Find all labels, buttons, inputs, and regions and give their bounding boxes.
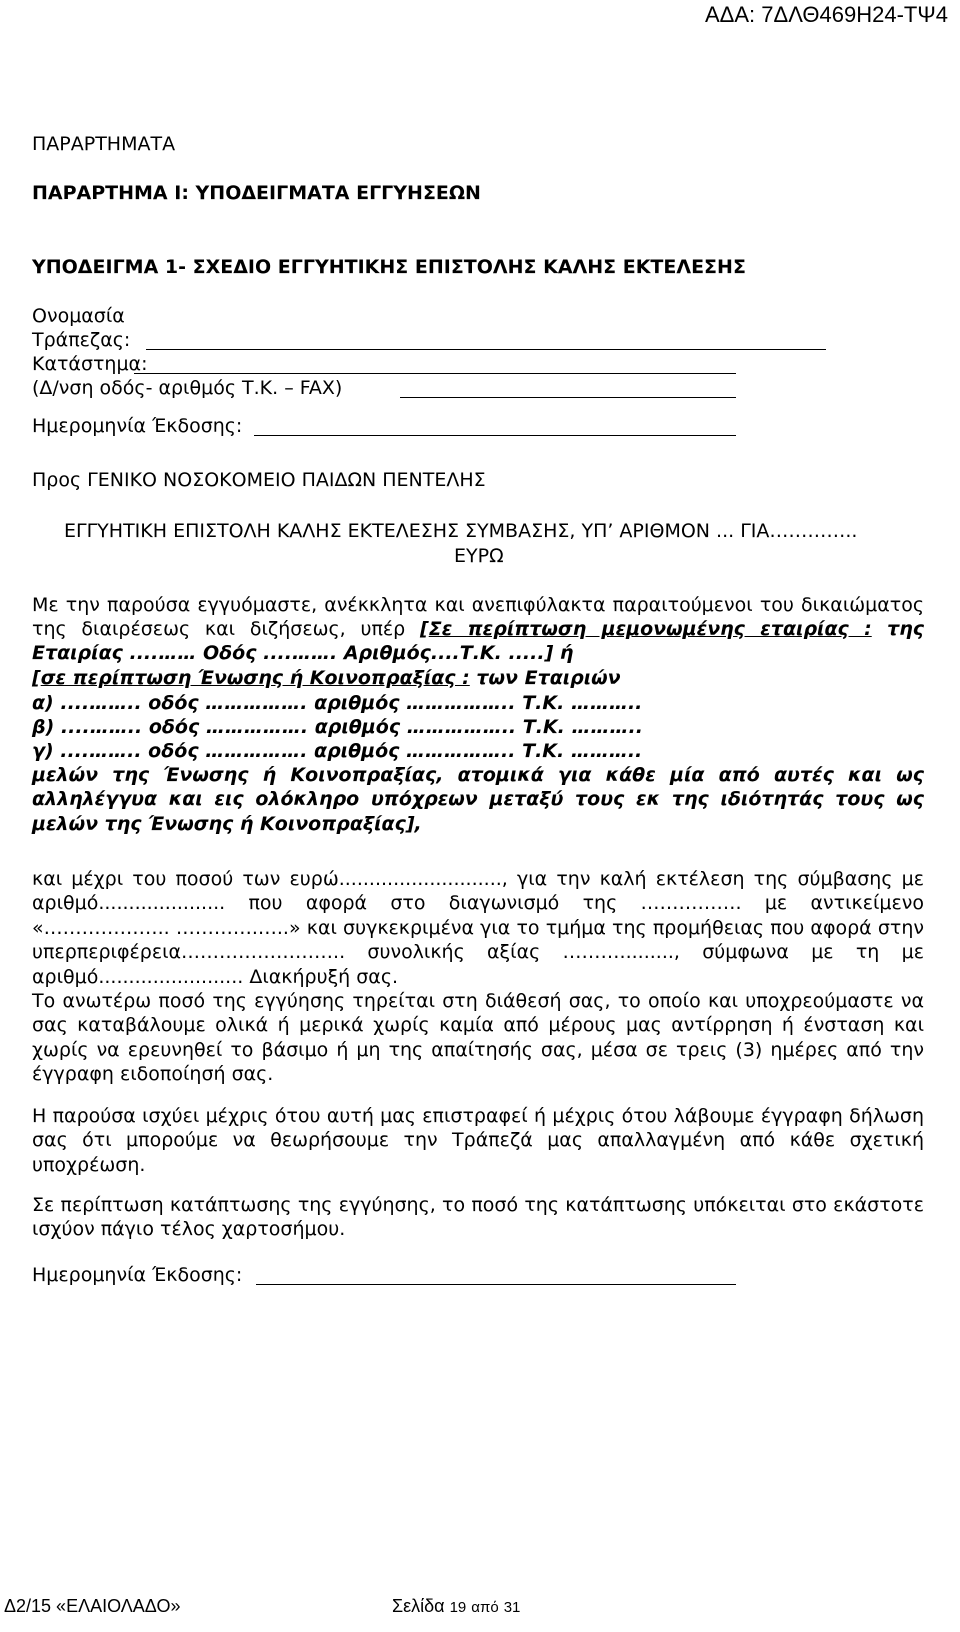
issue-date-blank-line	[254, 435, 736, 436]
model-1-title: ΥΠΟΔΕΙΓΜΑ 1- ΣΧΕΔΙΟ ΕΓΓΥΗΤΙΚΗΣ ΕΠΙΣΤΟΛΗΣ ΚΑΛΗΣ ΕΚΤΕΛΕΣΗΣ	[32, 256, 746, 278]
footer-page-info	[392, 1596, 520, 1617]
paragraph-validity: Η παρούσα ισχύει μέχρις ότου αυτή μας επιστραφεί ή μέχρις ότου λάβουμε έγγραφη δήλωση σας ότι μπορούμε να θεωρήσουμε την Τράπεζά μας απαλλαγμένη από κάθε σχετική υποχρέωση.	[32, 1105, 924, 1176]
annex-1-title: ΠΑΡΑΡΤΗΜΑ Ι: ΥΠΟΔΕΙΓΜΑΤΑ ΕΓΓΥΗΣΕΩΝ	[32, 182, 481, 204]
item-c: γ) ....…….. οδός ……………. αριθμός …………….. Τ.Κ. ………..	[32, 740, 643, 762]
annexes-title: ΠΑΡΑΡΤΗΜΑΤΑ	[32, 133, 176, 155]
intro-line4	[32, 666, 621, 690]
ada-code: ΑΔΑ: 7ΔΛΘ469Η24-ΤΨ4	[705, 2, 948, 27]
footer-page-total: 31	[503, 1599, 521, 1616]
paragraph-amount: και μέχρι του ποσού των ευρώ..........................., για την καλή εκτέλεση της σύμβασης με αριθμό..................... που αφορά στο διαγωνισμό της ……………. με αντικείμενο «……………….. ………….…..» και συγκεκριμένα για το τμήμα της προμήθειας που αφορά στην υπερπεριφέρεια…………………….. συνολικής αξίας ………........., σύμφωνα με τη με αριθμό........................ Διακήρυξή σας.	[32, 868, 924, 988]
members-text: μελών της Ένωσης ή Κοινοπραξίας, ατομικά για κάθε μία από αυτές και ως αλληλέγγυα και εις ολόκληρο υπόχρεων μεταξύ τους εκ της ιδιότητάς τους ως μελών της Ένωσης ή Κοινοπραξίας],	[32, 764, 924, 835]
item-a: α) ....…….. οδός ……………. αριθμός …………….. Τ.Κ. ………..	[32, 692, 643, 714]
footer-page-word: Σελίδα	[392, 1596, 445, 1616]
intro-line2	[32, 617, 924, 641]
intro-line1: Με την παρούσα εγγυόμαστε, ανέκκλητα και ανεπιφύλακτα παραιτούμενοι του δικαιώματος	[32, 594, 924, 616]
intro-line4-bracket: [	[32, 667, 41, 689]
intro-line2-tail: της	[871, 618, 925, 640]
letter-title-line1: ΕΓΓΥΗΤΙΚΗ ΕΠΙΣΤΟΛΗ ΚΑΛΗΣ ΕΚΤΕΛΕΣΗΣ ΣΥΜΒΑΣΗΣ, ΥΠ’ ΑΡΙΘΜΟΝ ... ΓΙΑ…………..	[64, 520, 858, 542]
intro-line3: Εταιρίας ....…… Οδός ....……. Αριθμός....Τ.Κ. .....] ή	[32, 642, 574, 664]
bank-label: Τράπεζας:	[32, 329, 131, 351]
address-blank-line	[400, 397, 736, 398]
intro-line2-bracket: [	[420, 618, 429, 640]
address-label: (Δ/νση οδός- αριθμός Τ.Κ. – FAX)	[32, 377, 343, 399]
footer-page-number: 19	[449, 1599, 467, 1616]
paragraph-forfeiture: Σε περίπτωση κατάπτωσης της εγγύησης, το ποσό της κατάπτωσης υπόκειται στο εκάστοτε ισχύον πάγιο τέλος χαρτοσήμου.	[32, 1194, 924, 1241]
branch-label: Κατάστημα:	[32, 353, 148, 375]
letter-title-line2: ΕΥΡΩ	[454, 545, 504, 567]
name-label: Ονομασία	[32, 305, 125, 327]
footer-of-word: από	[471, 1599, 499, 1616]
recipient: Προς ΓΕΝΙΚΟ ΝΟΣΟΚΟΜΕΙΟ ΠΑΙΔΩΝ ΠΕΝΤΕΛΗΣ	[32, 469, 486, 491]
issue-date-label: Ημερομηνία Έκδοσης:	[32, 415, 243, 437]
footer-document-code: Δ2/15 «ΕΛΑΙΟΛΑΔΟ»	[4, 1596, 181, 1616]
paragraph-disposal: Το ανωτέρω ποσό της εγγύησης τηρείται στη διάθεσή σας, το οποίο και υποχρεούμαστε να σας καταβάλουμε ολικά ή μερικά χωρίς καμία από μέρους μας αντίρρηση ή ένσταση και χωρίς να ερευνηθεί το βάσιμο ή μη της απαίτησής σας, μέσα σε τρεις (3) ημέρες από την έγγραφη ειδοποίησή σας.	[32, 990, 924, 1086]
intro-line2-plain: της διαιρέσεως και διζήσεως, υπέρ	[32, 618, 421, 640]
intro-joint-venture-label: σε περίπτωση Ένωσης ή Κοινοπραξίας :	[40, 667, 470, 689]
bank-blank-line	[146, 349, 826, 350]
branch-blank-line	[134, 373, 736, 374]
closing-issue-date-label: Ημερομηνία Έκδοσης:	[32, 1264, 243, 1286]
item-b: β) ....…….. οδός ……………. αριθμός …………….. Τ.Κ. ………..	[32, 716, 643, 738]
intro-line4-tail: των Εταιριών	[469, 667, 621, 689]
closing-issue-date-blank-line	[256, 1284, 736, 1285]
intro-single-company-label: Σε περίπτωση μεμονωμένης εταιρίας :	[428, 618, 872, 640]
